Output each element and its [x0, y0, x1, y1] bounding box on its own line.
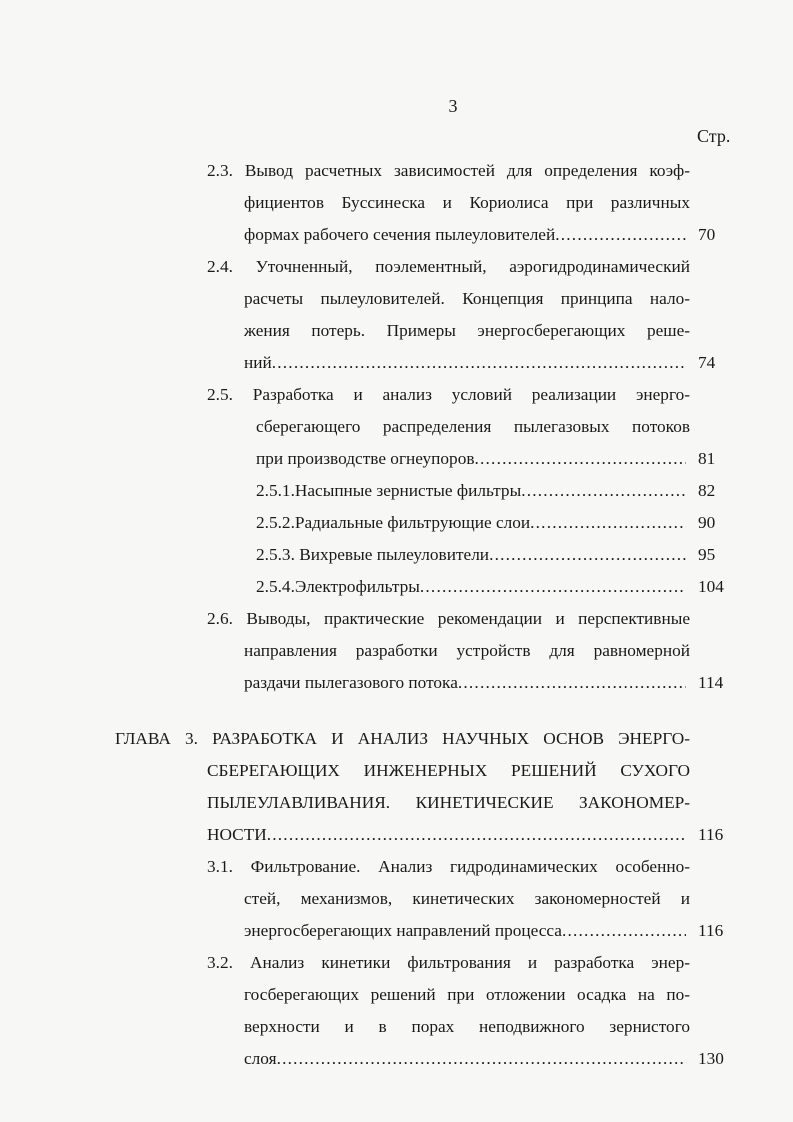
toc-entry-2-4-line-1: 2.4. Уточненный, поэлементный, аэрогидродинамический	[207, 257, 690, 276]
toc-chapter-3-line-1: ГЛАВА 3. РАЗРАБОТКА И АНАЛИЗ НАУЧНЫХ ОСНОВ ЭНЕРГО-	[115, 729, 690, 748]
toc-chapter-3-page: 116	[698, 825, 724, 844]
leader-dots	[267, 820, 686, 850]
toc-entry-3-2-line-1: 3.2. Анализ кинетики фильтрования и разработка энер-	[207, 953, 690, 972]
toc-entry-2-5-4-page: 104	[698, 577, 724, 596]
toc-chapter-3-line-4: НОСТИ .....	[207, 820, 686, 850]
toc-entry-2-3-line-1: 2.3. Вывод расчетных зависимостей для определения коэф-	[207, 161, 690, 180]
toc-entry-2-6-line-2: направления разработки устройств для равномерной	[244, 641, 690, 660]
toc-chapter-3-line-3: ПЫЛЕУЛАВЛИВАНИЯ. КИНЕТИЧЕСКИЕ ЗАКОНОМЕР-	[207, 793, 690, 812]
toc-entry-3-1-line-2: стей, механизмов, кинетических закономерностей и	[244, 889, 690, 908]
leader-dots	[530, 508, 686, 538]
leader-dots	[458, 668, 686, 698]
toc-entry-2-5-1: 2.5.1.Насыпные зернистые фильтры .....	[256, 476, 686, 506]
toc-entry-3-1-page: 116	[698, 921, 724, 940]
toc-entry-3-2-page: 130	[698, 1049, 724, 1068]
leader-dots	[521, 476, 686, 506]
leader-dots	[475, 444, 687, 474]
toc-entry-2-5-line-1: 2.5. Разработка и анализ условий реализации энерго-	[207, 385, 690, 404]
toc-entry-2-6-line-3: раздачи пылегазового потока .....	[244, 668, 686, 698]
toc-entry-3-1-line-1: 3.1. Фильтрование. Анализ гидродинамических особенно-	[207, 857, 690, 876]
toc-entry-2-5-line-3: при производстве огнеупоров .....	[256, 444, 686, 474]
toc-entry-2-5-2-page: 90	[698, 513, 716, 532]
leader-dots	[272, 348, 686, 378]
toc-entry-3-2-line-2: госберегающих решений при отложении осадка на по-	[244, 985, 690, 1004]
toc-entry-2-5-3-page: 95	[698, 545, 716, 564]
page-number: 3	[448, 96, 458, 116]
toc-entry-3-2-line-3: верхности и в порах неподвижного зернистого	[244, 1017, 690, 1036]
toc-entry-2-6-page: 114	[698, 673, 724, 692]
toc-entry-2-5-4: 2.5.4.Электрофильтры .....	[256, 572, 686, 602]
toc-entry-2-5-1-page: 82	[698, 481, 716, 500]
toc-entry-2-6-line-1: 2.6. Выводы, практические рекомендации и перспективные	[207, 609, 690, 628]
page-column-label: Стр.	[697, 126, 731, 146]
toc-entry-2-3-line-2: фициентов Буссинеска и Кориолиса при различных	[244, 193, 690, 212]
toc-chapter-3-line-2: СБЕРЕГАЮЩИХ ИНЖЕНЕРНЫХ РЕШЕНИЙ СУХОГО	[207, 761, 690, 780]
toc-entry-2-4-page: 74	[698, 353, 716, 372]
toc-entry-2-5-line-2: сберегающего распределения пылегазовых потоков	[256, 417, 690, 436]
leader-dots	[489, 540, 686, 570]
toc-entry-2-5-page: 81	[698, 449, 716, 468]
toc-entry-3-2-line-4: слоя .....	[244, 1044, 686, 1074]
toc-entry-2-5-2: 2.5.2.Радиальные фильтрующие слои .....	[256, 508, 686, 538]
toc-entry-2-3-line-3: формах рабочего сечения пылеуловителей .....	[244, 220, 686, 250]
leader-dots	[420, 572, 686, 602]
leader-dots	[277, 1044, 686, 1074]
toc-entry-2-4-line-3: жения потерь. Примеры энергосберегающих реше-	[244, 321, 690, 340]
toc-entry-2-4-line-4: ний .....	[244, 348, 686, 378]
toc-entry-2-5-3: 2.5.3. Вихревые пылеуловители .....	[256, 540, 686, 570]
leader-dots	[555, 220, 686, 250]
toc-entry-2-3-page: 70	[698, 225, 716, 244]
leader-dots	[562, 916, 686, 946]
toc-entry-3-1-line-3: энергосберегающих направлений процесса .....	[244, 916, 686, 946]
toc-entry-2-4-line-2: расчеты пылеуловителей. Концепция принципа нало-	[244, 289, 690, 308]
